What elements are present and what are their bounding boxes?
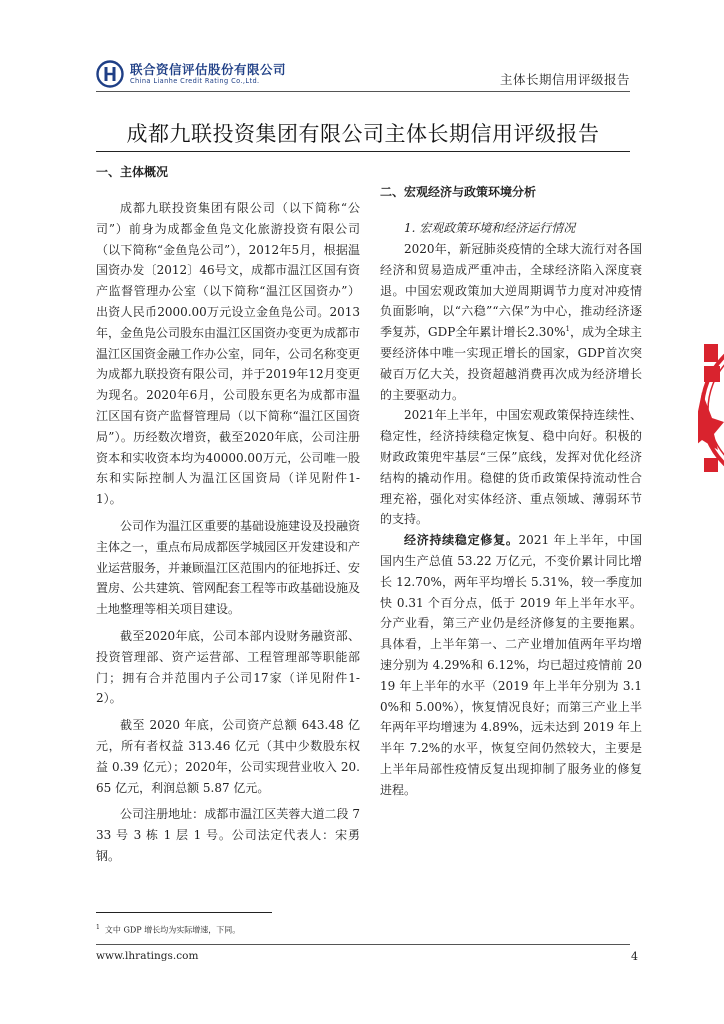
- macro-paragraph: [380, 239, 642, 405]
- title-divider: [96, 151, 630, 152]
- footnote-text: 文中 GDP 增长均为实际增速，下同。: [104, 925, 241, 935]
- section-heading-overview: 一、主体概况: [96, 165, 169, 179]
- subsection-heading: 1. 宏观政策环境和经济运行情况: [404, 221, 576, 235]
- company-logo-icon: [96, 60, 124, 88]
- macro-text: 2021 年上半年，中国国内生产总值 53.22 万亿元，不变价累计同比增长 12.70%，两年平均增长 5.31%，较一季度加快 0.31 个百分点，低于 2019 年上半年水平。分产业看，第三产业仍是经济修复的主要拖累。具体看，上半年第一、二产业增加值两年平均增速分别为 4.29%和 6.12%，均已超过疫情前 2019 年上半年的水平（2019 年上半年分别为 3.10%和 5.00%），恢复情况良好；而第三产业上半年两年平均增速为 4.89%，远未达到 2019 年上半年 7.2%的水平，恢复空间仍然较大，主要是上半年局部性疫情反复出现抑制了服务业的修复进程。: [380, 533, 642, 797]
- footer-url: www.lhratings.com: [96, 950, 199, 962]
- right-column: [380, 182, 642, 801]
- macro-text: 2020年，新冠肺炎疫情的全球大流行对各国经济和贸易造成严重冲击，全球经济陷入深度衰退。中国宏观政策加大逆周期调节力度对冲疫情负面影响，以“六稳”“六保”为中心，推动经济逐季复苏，GDP全年累计增长2.30%: [380, 242, 642, 340]
- document-title: 成都九联投资集团有限公司主体长期信用评级报告: [126, 122, 600, 146]
- header-divider: [96, 91, 630, 92]
- red-seal-stamp: [698, 330, 724, 490]
- bold-lead-text: 经济持续稳定修复。: [404, 533, 519, 548]
- footnote: [96, 924, 240, 936]
- macro-paragraph: [380, 530, 642, 800]
- overview-paragraph: 截至2020年底，公司本部内设财务融资部、投资管理部、资产运营部、工程管理部等职能部门；拥有合并范围内子公司17家（详见附件1-2）。: [96, 628, 360, 706]
- page-number: 4: [631, 950, 638, 963]
- footnote-marker: 1: [96, 924, 100, 931]
- footer-divider: [96, 944, 630, 945]
- footnote-divider: [96, 912, 272, 913]
- overview-paragraph: 截至 2020 年底，公司资产总额 643.48 亿元，所有者权益 313.46 亿元（其中少数股东权益 0.39 亿元）；2020年，公司实现营业收入 20.65 亿元，利润总额 5.87 亿元。: [96, 718, 360, 795]
- company-name-en: China Lianhe Credit Rating Co.,Ltd.: [130, 77, 260, 85]
- macro-text: ，成为全球主要经济体中唯一实现正增长的国家，GDP首次突破百万亿大关，投资超越消费再次成为经济增长的主要驱动力。: [380, 325, 642, 402]
- left-column: [96, 162, 360, 867]
- overview-paragraph: 公司注册地址：成都市温江区芙蓉大道二段 733 号 3 栋 1 层 1 号。公司法定代表人：宋勇钢。: [96, 807, 360, 863]
- overview-paragraph: 公司作为温江区重要的基础设施建设及投融资主体之一，重点布局成都医学城园区开发建设和产业运营服务，并兼顾温江区范围内的征地拆迁、安置房、公共建筑、管网配套工程等市政基础设施及土地整理等相关项目建设。: [96, 518, 361, 617]
- footnote-ref: 1: [565, 325, 570, 334]
- macro-paragraph: 2021年上半年，中国宏观政策保持连续性、稳定性，经济持续稳定恢复、稳中向好。积极的财政政策兜牢基层“三保”底线，发挥对优化经济结构的撬动作用。稳健的货币政策保持流动性合理充裕，强化对实体经济、重点领域、薄弱环节的支持。: [380, 408, 642, 527]
- report-type-label: 主体长期信用评级报告: [499, 72, 630, 87]
- company-name-cn: 联合资信评估股份有限公司: [130, 62, 287, 77]
- overview-paragraph: 成都九联投资集团有限公司（以下简称“公司”）前身为成都金鱼凫文化旅游投资有限公司（以下简称“金鱼凫公司”），2012年5月，根据温国资办发〔2012〕46号文，成都市温江区国有资产监督管理办公室（以下简称“温江区国资办”）出资人民币2000.00万元设立金鱼凫公司。2013年，金鱼凫公司股东由温江区国资办变更为成都市温江区国资金融工作办公室，同年，公司名称变更为成都九联投资有限公司，并于2019年12月变更为现名。2020年6月，公司股东更名为成都市温江区国有资产监督管理局（以下简称“温江区国资局”）。历经数次增资，截至2020年底，公司注册资本和实收资本均为40000.00万元，公司唯一股东和实际控制人为温江区国资局（详见附件1-1）。: [96, 201, 361, 507]
- section-heading-macro: 二、宏观经济与政策环境分析: [380, 185, 537, 199]
